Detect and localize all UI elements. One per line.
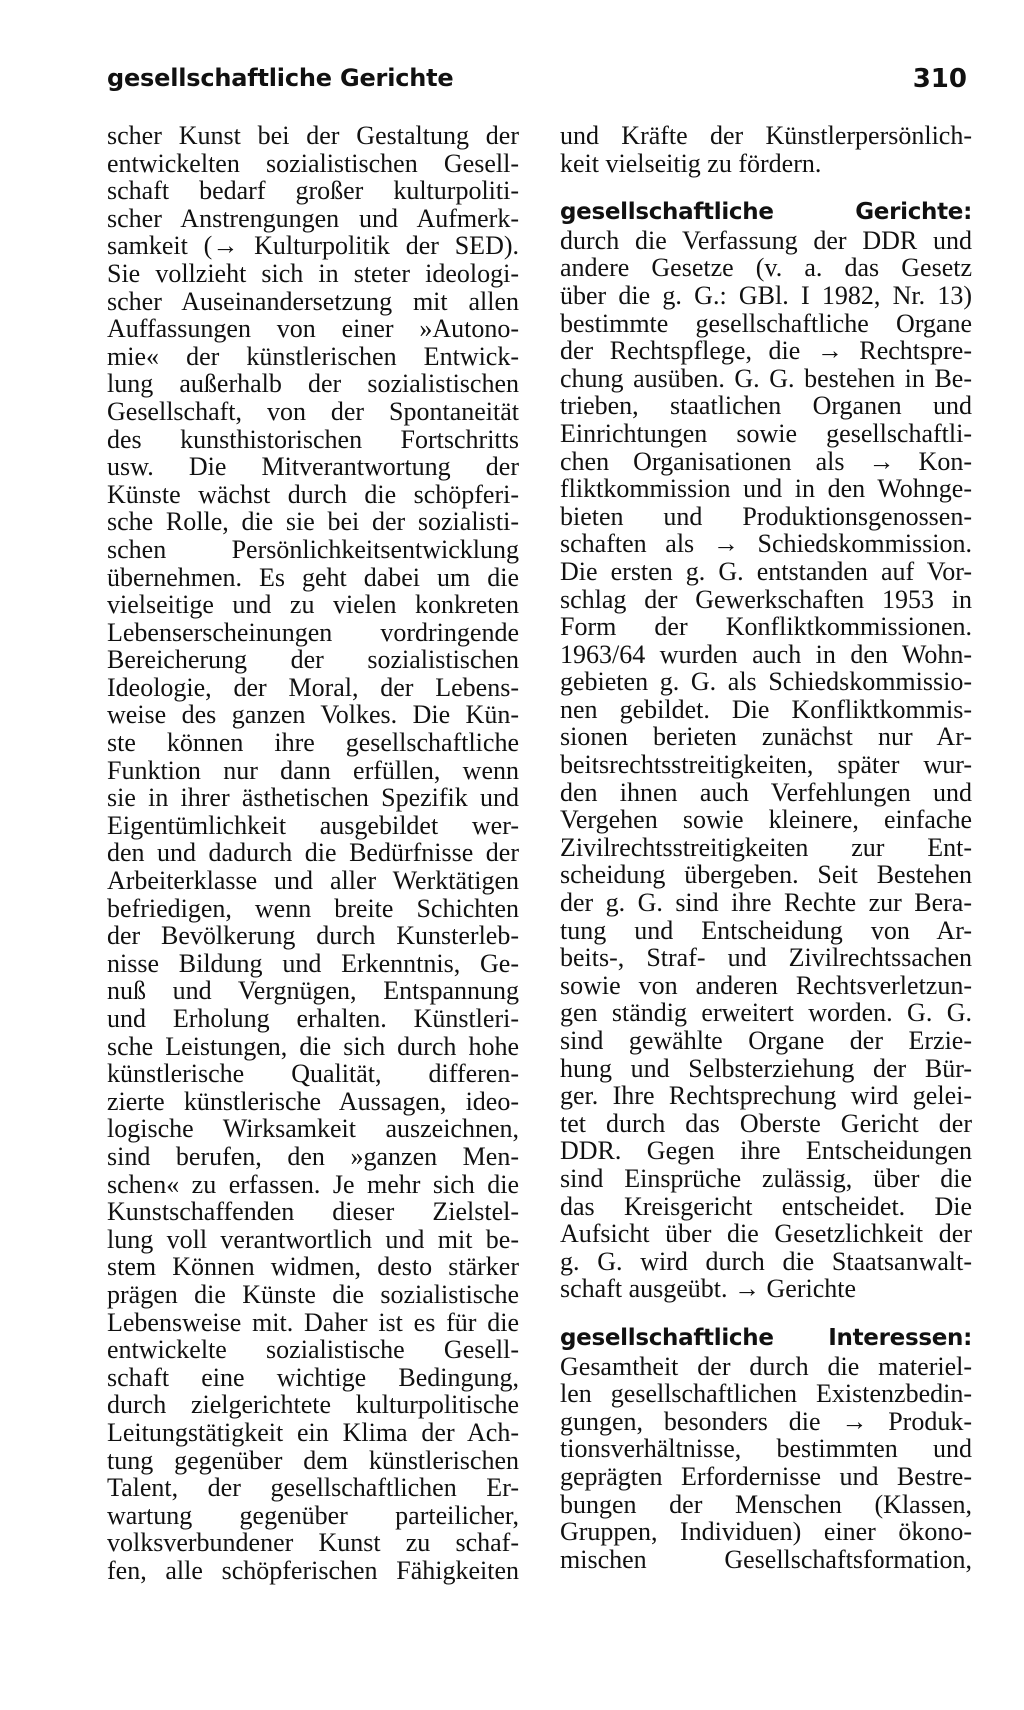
text-line: des kunsthistorischen Fortschritts [107,424,519,454]
text-line: andere Gesetze (v. a. das Gesetz [560,253,972,283]
text-line: Lebensweise mit. Daher ist es für die [107,1307,519,1337]
text-line: DDR. Gegen ihre Entscheidungen [560,1136,972,1166]
text-line: Aufsicht über die Gesetzlichkeit der [560,1219,972,1249]
text-line: Künste wächst durch die schöpferi- [107,479,519,509]
text-line: lung außerhalb der sozialistischen [107,369,519,399]
text-line: sie in ihrer ästhetischen Spezifik und [107,783,519,813]
text-line: tionsverhältnisse, bestimmten und [560,1434,972,1464]
text-line: über die g. G.: GBl. I 1982, Nr. 13) [560,280,972,310]
text-line: gebieten g. G. als Schiedskommissio- [560,667,972,697]
entry-separator [560,1303,972,1325]
text-line: schaft bedarf großer kulturpoliti- [107,176,519,206]
text-line: durch zielgerichtete kulturpolitische [107,1390,519,1420]
text-line: Sie vollzieht sich in steter ideologi- [107,258,519,288]
text-line: durch die Verfassung der DDR und [560,225,972,255]
text-line: keit vielseitig zu fördern. [560,148,822,178]
text-line: tung und Entscheidung von Ar- [560,915,972,945]
text-line: chen Organisationen als → Kon- [560,446,972,476]
text-line: schen Persönlichkeitsentwicklung [107,534,519,564]
left-column [107,122,519,1584]
text-line: prägen die Künste die sozialistische [107,1279,519,1309]
text-line: sowie von anderen Rechtsverletzun- [560,970,972,1000]
text-line: zierte künstlerische Aussagen, ideo- [107,1086,519,1116]
text-line: fliktkommission und in den Wohnge- [560,474,972,504]
page-number: 310 [912,64,967,94]
text-line: schlag der Gewerkschaften 1953 in [560,584,972,614]
text-line: sche Rolle, die sie bei der sozialisti- [107,507,519,537]
text-line: Auffassungen von einer »Autono- [107,314,519,344]
text-line: Einrichtungen sowie gesellschaftli- [560,418,972,448]
text-line: gen ständig erweitert worden. G. G. [560,998,972,1028]
text-line: scher Anstrengungen und Aufmerk- [107,203,519,233]
text-line: sind Einsprüche zulässig, über die [560,1163,972,1193]
text-line: fen, alle schöpferischen Fähigkeiten [107,1555,519,1585]
text-line: den und dadurch die Bedürfnisse der [107,838,519,868]
text-line: beitsrechtsstreitigkeiten, später wur- [560,750,972,780]
text-line: weise des ganzen Volkes. Die Kün- [107,700,519,730]
text-line: und Kräfte der Künstlerpersönlich- [560,121,972,150]
text-line: mie« der künstlerischen Entwick- [107,341,519,371]
entry-gesellschaftliche-interessen [560,1325,972,1573]
text-line: sionen berieten zunächst nur Ar- [560,722,972,752]
text-line: hung und Selbsterziehung der Bür- [560,1053,972,1083]
text-line: das Kreisgericht entscheidet. Die [560,1191,972,1221]
text-line: schaften als → Schiedskommission. [560,529,972,559]
text-line: Die ersten g. G. entstanden auf Vor- [560,556,972,586]
text-line: Funktion nur dann erfüllen, wenn [107,755,519,785]
text-line: den ihnen auch Verfehlungen und [560,777,972,807]
text-line: Ideologie, der Moral, der Lebens- [107,672,519,702]
right-column [560,122,972,1573]
text-line: übernehmen. Es geht dabei um die [107,562,519,592]
text-line: trieben, staatlichen Organen und [560,391,972,421]
text-line: Gesamtheit der durch die materiel- [560,1351,972,1381]
text-line: scher Kunst bei der Gestaltung der [107,121,519,150]
text-line: stem Können widmen, desto stärker [107,1252,519,1282]
text-line: tet durch das Oberste Gericht der [560,1108,972,1138]
text-line: len gesellschaftlichen Existenzbedin- [560,1379,972,1409]
running-head [107,58,967,98]
entry-separator [560,177,972,199]
text-line: nen gebildet. Die Konfliktkommis- [560,694,972,724]
text-line: sind gewählte Organe der Erzie- [560,1026,972,1055]
text-line: ste können ihre gesellschaftliche [107,728,519,758]
text-line: und Erholung erhalten. Künstleri- [107,1004,519,1033]
text-line: 1963/64 wurden auch in den Wohn- [560,639,972,669]
text-line: nisse Bildung und Erkenntnis, Ge- [107,948,519,978]
text-line: der g. G. sind ihre Rechte zur Bera- [560,888,972,918]
entry-headword: gesellschaftliche Interessen: [560,1324,972,1351]
text-line: scheidung übergeben. Seit Bestehen [560,860,972,890]
text-line: beits-, Straf- und Zivilrechtssachen [560,943,972,973]
entry-headword: gesellschaftliche Gerichte: [560,199,972,226]
entry-gesellschaftliche-gerichte [560,199,972,1303]
continuation-text [560,122,972,177]
running-head-title: gesellschaftliche Gerichte [107,64,454,92]
text-line: bestimmte gesellschaftliche Organe [560,308,972,338]
text-line: gungen, besonders die → Produk- [560,1406,972,1436]
text-line: entwickelte sozialistische Gesell- [107,1335,519,1365]
text-line: nuß und Vergnügen, Entspannung [107,976,519,1006]
text-line: der Rechtspflege, die → Rechtspre- [560,336,972,366]
text-line: scher Auseinandersetzung mit allen [107,286,519,316]
text-line: volksverbundener Kunst zu schaf- [107,1528,519,1558]
text-line: Eigentümlichkeit ausgebildet wer- [107,810,519,840]
text-line: Arbeiterklasse und aller Werktätigen [107,866,519,896]
text-line: Kunstschaffenden dieser Zielstel- [107,1197,519,1227]
text-line: g. G. wird durch die Staatsanwalt- [560,1246,972,1276]
text-line: tung gegenüber dem künstlerischen [107,1445,519,1475]
text-line: der Bevölkerung durch Kunsterleb- [107,921,519,951]
entry-body [560,1353,972,1574]
text-line: Form der Konfliktkommissionen. [560,612,972,642]
text-line: vielseitige und zu vielen konkreten [107,590,519,620]
text-line: usw. Die Mitverantwortung der [107,452,519,482]
text-line: logische Wirksamkeit auszeichnen, [107,1114,519,1144]
entry-body [560,227,972,1303]
text-line: künstlerische Qualität, differen- [107,1059,519,1089]
text-line: bieten und Produktionsgenossen- [560,501,972,531]
text-line: sche Leistungen, die sich durch hohe [107,1031,519,1061]
text-line: sind berufen, den »ganzen Men- [107,1141,519,1171]
text-line: schaft eine wichtige Bedingung, [107,1362,519,1392]
text-line: entwickelten sozialistischen Gesell- [107,148,519,178]
text-line: schen« zu erfassen. Je mehr sich die [107,1169,519,1199]
text-line: lung voll verantwortlich und mit be- [107,1224,519,1254]
text-line: Bereicherung der sozialistischen [107,645,519,675]
text-line: Lebenserscheinungen vordringende [107,617,519,647]
text-line: samkeit (→ Kulturpolitik der SED). [107,231,519,261]
text-line: Gesellschaft, von der Spontaneität [107,396,519,426]
text-line: schaft ausgeübt. → Gerichte [560,1274,857,1304]
text-line: wartung gegenüber parteilicher, [107,1500,519,1530]
text-line: Leitungstätigkeit ein Klima der Ach- [107,1417,519,1447]
text-line: Zivilrechtsstreitigkeiten zur Ent- [560,832,972,862]
text-line: geprägten Erfordernisse und Bestre- [560,1461,972,1491]
text-line: Vergehen sowie kleinere, einfache [560,805,972,835]
text-line: Gruppen, Individuen) einer ökono- [560,1517,972,1547]
text-line: Talent, der gesellschaftlichen Er- [107,1473,519,1503]
text-line: ger. Ihre Rechtsprechung wird gelei- [560,1081,972,1111]
text-line: bungen der Menschen (Klassen, [560,1489,972,1519]
text-line: mischen Gesellschaftsformation, [560,1544,972,1574]
text-line: chung ausüben. G. G. bestehen in Be- [560,363,972,393]
text-line: befriedigen, wenn breite Schichten [107,893,519,923]
